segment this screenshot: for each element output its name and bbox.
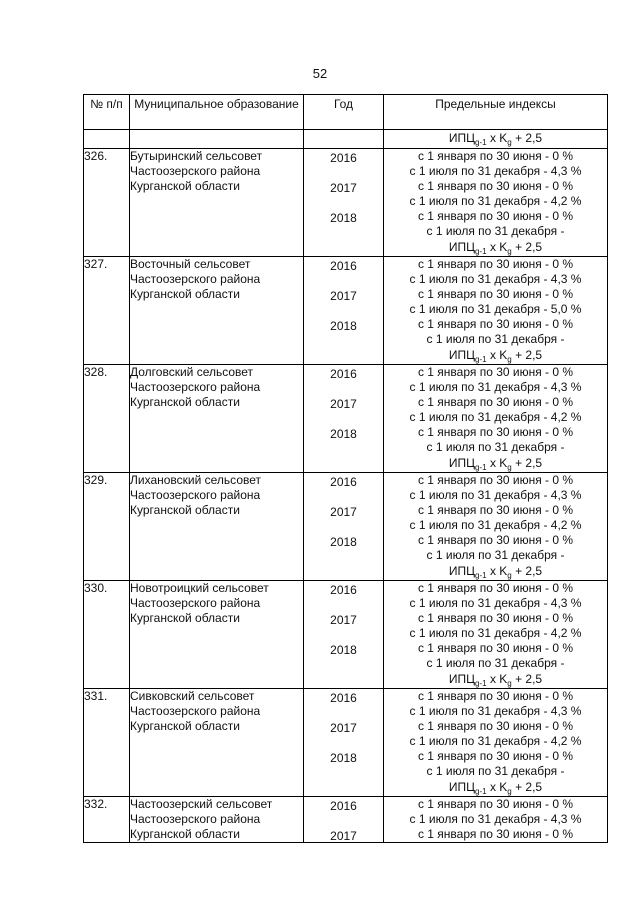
table-row — [84, 473, 608, 581]
year-value: 2017 — [330, 181, 357, 195]
formula-subscript: g — [507, 355, 512, 364]
table-row — [84, 149, 608, 257]
index-line: с 1 января по 30 июня - 0 % — [417, 797, 574, 811]
index-line: с 1 января по 30 июня - 0 % — [417, 533, 574, 547]
year-value: 2017 — [330, 505, 357, 519]
index-formula: $ИПЦ_{g-1}$ x $K_g + 2,5$ — [448, 564, 543, 580]
formula-subscript: g-1 — [475, 138, 487, 147]
index-formula: $ИПЦ_{g-1}$ x $K_g + 2,5$ — [448, 672, 543, 688]
year-value: 2016 — [330, 583, 357, 597]
year-cell — [304, 473, 384, 581]
index-formula: $ИПЦ_{g-1}$ x $K_g + 2,5$ — [448, 780, 543, 796]
index-line: с 1 июля по 31 декабря - — [426, 224, 565, 238]
index-line: с 1 июля по 31 декабря - — [426, 440, 565, 454]
tariff-index-table — [83, 94, 608, 843]
row-number: 326. — [84, 149, 130, 257]
index-line: с 1 января по 30 июня - 0 % — [417, 149, 574, 163]
municipality-name: Новотроицкий сельсовет Частоозерского района Курганской области — [130, 581, 304, 689]
municipality-name: Долговский сельсовет Частоозерского района Курганской области — [130, 365, 304, 473]
index-line: с 1 июля по 31 декабря - 5,0 % — [409, 302, 582, 316]
year-value: 2018 — [330, 751, 357, 765]
index-line: с 1 июля по 31 декабря - 4,2 % — [409, 410, 582, 424]
index-cell — [384, 689, 608, 797]
index-line: с 1 июля по 31 декабря - 4,2 % — [409, 194, 582, 208]
index-line: с 1 июля по 31 декабря - 4,3 % — [409, 812, 582, 826]
index-line: с 1 января по 30 июня - 0 % — [417, 749, 574, 763]
index-line: с 1 января по 30 июня - 0 % — [417, 365, 574, 379]
year-value: 2018 — [330, 319, 357, 333]
year-value: 2017 — [330, 613, 357, 627]
year-value: 2016 — [330, 475, 357, 489]
index-line: с 1 июля по 31 декабря - 4,3 % — [409, 164, 582, 178]
formula-subscript: g — [507, 571, 512, 580]
year-cell — [304, 689, 384, 797]
year-cell — [304, 365, 384, 473]
index-line: с 1 января по 30 июня - 0 % — [417, 827, 574, 841]
formula-subscript: g-1 — [475, 571, 487, 580]
index-line: с 1 января по 30 июня - 0 % — [417, 425, 574, 439]
formula-subscript: g-1 — [475, 679, 487, 688]
index-line: с 1 января по 30 июня - 0 % — [417, 287, 574, 301]
year-value: 2017 — [330, 829, 357, 843]
year-value: 2016 — [330, 799, 357, 813]
index-line: с 1 июля по 31 декабря - 4,2 % — [409, 518, 582, 532]
index-line: с 1 января по 30 июня - 0 % — [417, 209, 574, 223]
formula-subscript: g — [507, 463, 512, 472]
year-cell — [304, 797, 384, 843]
municipality-name: Частоозерский сельсовет Частоозерского района Курганской области — [130, 797, 304, 843]
formula-subscript: g-1 — [475, 247, 487, 256]
index-cell — [384, 473, 608, 581]
row-number: 331. — [84, 689, 130, 797]
index-line: с 1 января по 30 июня - 0 % — [417, 317, 574, 331]
row-number: 327. — [84, 257, 130, 365]
row-number: 330. — [84, 581, 130, 689]
index-line: с 1 января по 30 июня - 0 % — [417, 611, 574, 625]
index-line: с 1 января по 30 июня - 0 % — [417, 179, 574, 193]
index-line: с 1 июля по 31 декабря - — [426, 548, 565, 562]
index-cell — [384, 149, 608, 257]
formula-subscript: g-1 — [475, 355, 487, 364]
table-row — [84, 365, 608, 473]
year-value: 2018 — [330, 643, 357, 657]
year-value: 2018 — [330, 427, 357, 441]
index-line: с 1 июля по 31 декабря - 4,3 % — [409, 380, 582, 394]
municipality-name: Восточный сельсовет Частоозерского района Курганской области — [130, 257, 304, 365]
year-cell — [304, 581, 384, 689]
formula-subscript: g — [507, 138, 512, 147]
index-line: с 1 июля по 31 декабря - — [426, 332, 565, 346]
index-cell — [384, 797, 608, 843]
year-value: 2016 — [330, 259, 357, 273]
index-line: с 1 января по 30 июня - 0 % — [417, 581, 574, 595]
row-number: 332. — [84, 797, 130, 843]
year-value: 2016 — [330, 367, 357, 381]
formula-subscript: g — [507, 787, 512, 796]
year-value: 2018 — [330, 535, 357, 549]
carry-over-formula — [384, 130, 608, 149]
table-row — [84, 797, 608, 843]
row-number: 328. — [84, 365, 130, 473]
year-value: 2017 — [330, 289, 357, 303]
index-line: с 1 июля по 31 декабря - — [426, 764, 565, 778]
index-cell — [384, 257, 608, 365]
table-row — [84, 581, 608, 689]
index-line: с 1 июля по 31 декабря - 4,3 % — [409, 596, 582, 610]
municipality-name: Сивковский сельсовет Частоозерского района Курганской области — [130, 689, 304, 797]
index-line: с 1 июля по 31 декабря - 4,2 % — [409, 734, 582, 748]
year-value: 2016 — [330, 151, 357, 165]
index-line: с 1 января по 30 июня - 0 % — [417, 257, 574, 271]
year-cell — [304, 149, 384, 257]
header-num: № п/п — [84, 95, 130, 130]
index-line: с 1 января по 30 июня - 0 % — [417, 641, 574, 655]
municipality-name: Бутыринский сельсовет Частоозерского района Курганской области — [130, 149, 304, 257]
index-line: с 1 января по 30 июня - 0 % — [417, 395, 574, 409]
index-line: с 1 января по 30 июня - 0 % — [417, 503, 574, 517]
index-line: с 1 июля по 31 декабря - — [426, 656, 565, 670]
municipality-name: Лихановский сельсовет Частоозерского района Курганской области — [130, 473, 304, 581]
index-line: с 1 июля по 31 декабря - 4,3 % — [409, 704, 582, 718]
index-line: с 1 января по 30 июня - 0 % — [417, 719, 574, 733]
table-row — [84, 257, 608, 365]
index-formula: $ИПЦ_{g-1}$ x $K_g + 2,5$ — [448, 456, 543, 472]
index-line: с 1 июля по 31 декабря - 4,3 % — [409, 488, 582, 502]
carry-over-row — [84, 130, 608, 149]
year-value: 2016 — [330, 691, 357, 705]
year-value: 2018 — [330, 211, 357, 225]
year-value: 2017 — [330, 397, 357, 411]
year-value: 2017 — [330, 721, 357, 735]
page-number: 52 — [312, 66, 328, 81]
formula-subscript: g — [507, 247, 512, 256]
index-formula: $ИПЦ_{g-1}$ x $K_g + 2,5$ — [448, 240, 543, 256]
formula-text: $ИПЦ_{g-1}$ x $K_g + 2,5$ — [448, 131, 543, 147]
formula-subscript: g-1 — [475, 787, 487, 796]
header-indices: Предельные индексы — [384, 95, 608, 130]
index-line: с 1 января по 30 июня - 0 % — [417, 473, 574, 487]
index-cell — [384, 365, 608, 473]
index-line: с 1 июля по 31 декабря - 4,3 % — [409, 272, 582, 286]
formula-subscript: g — [507, 679, 512, 688]
index-cell — [384, 581, 608, 689]
row-number: 329. — [84, 473, 130, 581]
year-cell — [304, 257, 384, 365]
table-row — [84, 689, 608, 797]
index-line: с 1 июля по 31 декабря - 4,2 % — [409, 626, 582, 640]
formula-subscript: g-1 — [475, 463, 487, 472]
index-formula: $ИПЦ_{g-1}$ x $K_g + 2,5$ — [448, 348, 543, 364]
index-line: с 1 января по 30 июня - 0 % — [417, 689, 574, 703]
header-municipality: Муниципальное образование — [130, 95, 304, 130]
table-header-row — [84, 95, 608, 130]
header-year: Год — [304, 95, 384, 130]
